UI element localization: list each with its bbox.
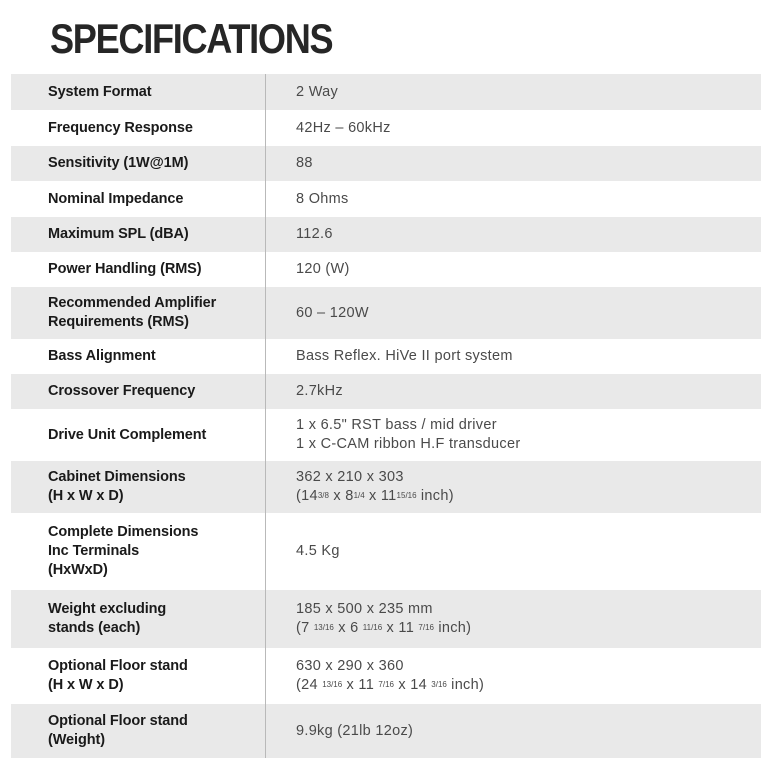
spec-row — [11, 287, 761, 339]
spec-value: 185 x 500 x 235 mm (7 $^{13/16}$ x 6 $^{11/16}$ x 11 $^{7/16}$ inch) — [266, 590, 761, 648]
spec-row — [11, 513, 761, 590]
inch-conversion: (24 $^{13/16}$ x 11 $^{7/16}$ x 14 $^{3/16}$ inch) — [296, 677, 485, 693]
spec-row — [11, 704, 761, 758]
spec-value: 1 x 6.5" RST bass / mid driver 1 x C-CAM ribbon H.F transducer — [296, 417, 521, 452]
specifications-table — [11, 74, 761, 758]
spec-row — [11, 181, 761, 217]
spec-value: 112.6 — [296, 226, 333, 242]
spec-row — [11, 110, 761, 146]
spec-label: Weight excluding stands (each) — [48, 601, 167, 636]
spec-row — [11, 74, 761, 110]
spec-label: Complete Dimensions Inc Terminals (HxWxD) — [48, 524, 199, 578]
spec-value: 8 Ohms — [296, 190, 349, 207]
spec-value: 60 – 120W — [296, 304, 369, 321]
spec-value: Bass Reflex. HiVe II port system — [296, 348, 513, 364]
spec-row — [11, 590, 761, 648]
spec-value: 9.9kg (21lb 12oz) — [296, 722, 414, 739]
spec-label: Recommended Amplifier Requirements (RMS) — [48, 295, 217, 330]
spec-value: 630 x 290 x 360 (24 $^{13/16}$ x 11 $^{7/16}$ x 14 $^{3/16}$ inch) — [266, 648, 761, 704]
spec-row — [11, 252, 761, 287]
spec-label: Power Handling (RMS) — [48, 261, 202, 277]
spec-label: Bass Alignment — [48, 348, 156, 364]
spec-value: 2 Way — [296, 83, 339, 100]
spec-value: 2.7kHz — [296, 383, 343, 399]
spec-label: Optional Floor stand (Weight) — [48, 713, 188, 748]
spec-value: 88 — [296, 155, 313, 171]
spec-row — [11, 648, 761, 704]
spec-value: 4.5 Kg — [296, 543, 340, 559]
spec-row — [11, 409, 761, 461]
page-title: SPECIFICATIONS — [50, 15, 333, 62]
spec-label: Cabinet Dimensions (H x W x D) — [48, 469, 186, 504]
spec-label: Frequency Response — [48, 119, 193, 136]
spec-row — [11, 374, 761, 409]
spec-row — [11, 217, 761, 252]
spec-label: Optional Floor stand (H x W x D) — [48, 658, 188, 693]
spec-label: Sensitivity (1W@1M) — [48, 155, 189, 171]
spec-row — [11, 146, 761, 181]
spec-value: 120 (W) — [296, 261, 350, 277]
spec-value: 42Hz – 60kHz — [296, 119, 391, 136]
inch-conversion: (7 $^{13/16}$ x 6 $^{11/16}$ x 11 $^{7/16}$ inch) — [296, 620, 472, 636]
spec-row — [11, 339, 761, 374]
spec-label: Drive Unit Complement — [48, 426, 207, 443]
spec-label: System Format — [48, 83, 152, 100]
spec-row — [11, 461, 761, 513]
spec-label: Crossover Frequency — [48, 383, 196, 399]
spec-label: Maximum SPL (dBA) — [48, 226, 189, 242]
spec-label: Nominal Impedance — [48, 190, 184, 207]
inch-conversion: ($14^{3/8}$ x $8^{1/4}$ x $11^{15/16}$ inch) — [296, 488, 454, 504]
spec-value: 362 x 210 x 303 ($14^{3/8}$ x $8^{1/4}$ x $11^{15/16}$ inch) — [266, 461, 761, 513]
